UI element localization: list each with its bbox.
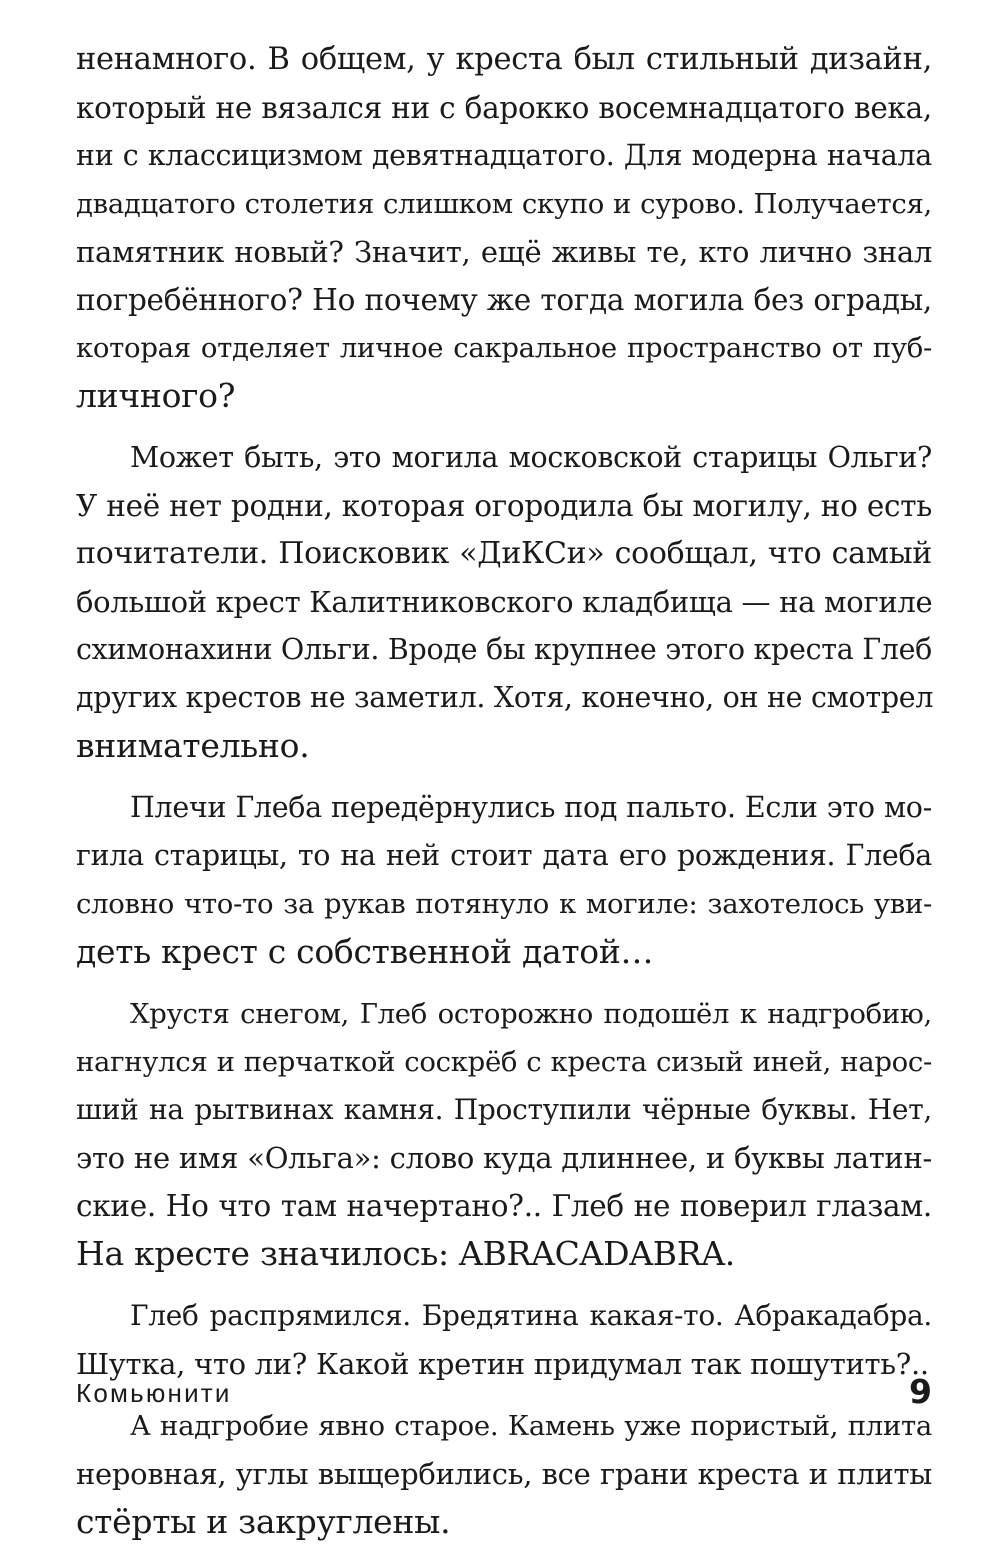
text-line: схимонахини Ольги. Вроде бы крупнее этого креста Глеб [76, 633, 932, 666]
text-line: погребённого? Но почему же тогда могила без ограды, [76, 283, 932, 317]
text-line: большой крест Калитниковского кладбища — на могиле [76, 585, 933, 619]
text-line: У неё нет родни, которая огородила бы могилу, но есть [76, 489, 932, 523]
text-line: словно что-то за рукав потянуло к могиле: захотелось уви- [76, 888, 932, 920]
text-line: деть крест с собственной датой… [76, 932, 654, 971]
text-line: Может быть, это могила московской старицы Ольги? [130, 441, 932, 474]
text-line: нагнулся и перчаткой соскрёб с креста сизый иней, нарос- [76, 1046, 932, 1078]
text-line: неровная, углы выщербились, все грани креста и плиты [76, 1457, 932, 1491]
text-line: двадцатого столетия слишком скупо и сурово. Получается, [76, 188, 932, 220]
paragraph-3 [76, 784, 932, 976]
text-line: Хрустя снегом, Глеб осторожно подошёл к надгробию, [130, 998, 932, 1030]
text-line: Шутка, что ли? Какой кретин придумал так пошутить?.. [76, 1347, 929, 1381]
text-line: памятник новый? Значит, ещё живы те, кто лично знал [76, 235, 932, 269]
paragraph-2 [76, 434, 932, 770]
text-line: это не имя «Ольга»: слово куда длиннее, и буквы латин- [76, 1141, 932, 1175]
text-line: Плечи Глеба передёрнулись под пальто. Если это мо- [130, 791, 932, 824]
text-line: ший на рытвинах камня. Проступили чёрные буквы. Нет, [76, 1093, 932, 1126]
paragraph-4 [76, 990, 932, 1278]
paragraph-6 [76, 1402, 932, 1546]
text-line: Глеб распрямился. Бредятина какая-то. Абракадабра. [130, 1299, 932, 1332]
text-line: личного? [76, 376, 236, 415]
text-line: На кресте значилось: ABRACADABRA. [76, 1234, 735, 1273]
text-line: ские. Но что там начертано?.. Глеб не поверил глазам. [76, 1189, 932, 1223]
running-title: Комьюнити [76, 1378, 232, 1408]
text-line: которая отделяет личное сакральное пространство от пуб- [76, 332, 932, 364]
paragraph-1 [76, 36, 932, 420]
text-line: внимательно. [76, 726, 310, 765]
text-line: ни с классицизмом девятнадцатого. Для модерна начала [76, 139, 932, 172]
page-footer [76, 1372, 932, 1416]
text-line: других крестов не заметил. Хотя, конечно, он не смотрел [76, 681, 934, 714]
text-line: который не вязался ни с барокко восемнадцатого века, [76, 91, 932, 125]
page-number: 9 [909, 1372, 932, 1411]
text-line: гила старицы, то на ней стоит дата его рождения. Глеба [76, 839, 932, 872]
text-line: А надгробие явно старое. Камень уже пористый, плита [130, 1410, 932, 1442]
text-line: стёрты и закруглены. [76, 1502, 451, 1541]
text-line: почитатели. Поисковик «ДиКСи» сообщал, что самый [76, 536, 932, 571]
page-body [76, 36, 932, 1546]
text-line: ненамного. В общем, у креста был стильный дизайн, [76, 42, 932, 77]
